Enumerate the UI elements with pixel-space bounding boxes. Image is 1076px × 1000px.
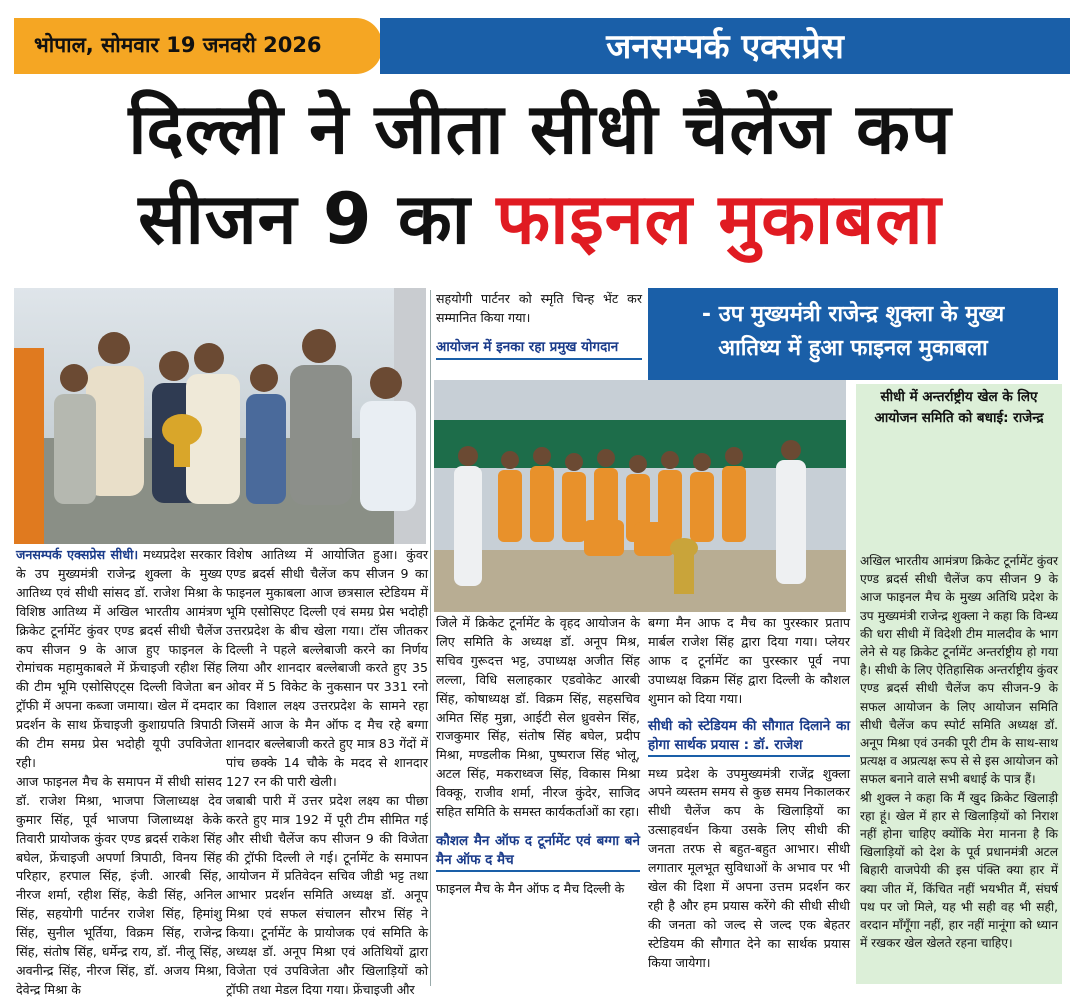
team-photo-art bbox=[434, 380, 846, 612]
col2-para1: विशेष आतिथ्य में आयोजित हुआ। कुंवर एण्ड ब्रदर्स सीधी चैलेंज कप सीजन 9 का फाइनल मुकाबला आज छत्रसाल स्टेडियम में भूमि एसोसिएट दिल्ली एवं समग्र प्रेस भदोही उत्तरप्रदेश के बीच खेला गया। टॉस जीतकर दिल्ली ने पहले बल्लेबाजी करने का निर्णय लिया और शानदार बल्लेबाजी करते हुए 35 ओवर में 5 विकेट के नुकसान पर 331 रनो का विशाल लक्ष्य उत्तरप्रदेश के सामने रहा जिसमें आज के मैन ऑफ द मैच रहे बग्गा शानदार बल्लेबाजी करते हुए मात्र 83 गेंदों में पांच छक्के 14 चौके के मदद से शानदार 127 रन की पारी खेली। bbox=[226, 547, 428, 789]
col3-subhead-2: कौशल मैन ऑफ द टूर्नामेंट एवं बग्गा बने मैन ऑफ द मैच bbox=[436, 832, 640, 872]
col3-para2: फाइनल मैच के मैन ऑफ द मैच दिल्ली के bbox=[436, 880, 625, 896]
deck-line2: आतिथ्य में हुआ फाइनल मुकाबला bbox=[718, 336, 988, 361]
headline-line2-red: फाइनल मुकाबला bbox=[496, 178, 942, 260]
masthead: जनसम्पर्क एक्सप्रेस bbox=[380, 18, 1070, 74]
col2-para2: जबाबी पारी में उत्तर प्रदेश लक्ष्य का पीछा करते हुए मात्र 192 में पूरी टीम सीमित गई और सीधी चैलेंज कप सीजन 9 की विजेता की ट्रॉफी दिल्ली ले गई। टूर्नामेंट के समापन आयोजन में प्रतिवेदन सचिव जीडी भट्ट तथा आभार प्रदर्शन समिति अध्यक्ष डॉ. अनूप मिश्रा एवं सफल संचालन सौरभ सिंह ने किया। टूर्नामेंट के प्रायोजक एवं समिति के अध्यक्ष डॉ. अनूप मिश्रा एवं अतिथियों द्वारा विजेता एवं उपविजेता और खिलाड़ियों को ट्रॉफी तथा मेडल दिया गया। फ्रेंचाइजी और bbox=[226, 792, 428, 997]
article-column-4 bbox=[648, 614, 850, 986]
col1-dateline-bold: जनसम्पर्क एक्सप्रेस सीधी। bbox=[16, 547, 139, 562]
headline-line2-black: सीजन 9 का bbox=[138, 178, 497, 260]
ceremony-photo bbox=[14, 288, 426, 544]
team-photo bbox=[434, 380, 846, 612]
sidebar-para1: अखिल भारतीय आमंत्रण क्रिकेट टूर्नामेंट कुंवर एण्ड ब्रदर्स सीधी चैलेंज कप सीजन 9 के आज फाइनल मैच के मुख्य अतिथि प्रदेश के उप मुख्यमंत्री राजेन्द्र शुक्ला ने कहा कि विन्ध्य की धरा सीधी में विदेशी टीम मालदीव के भाग लेने से यह क्रिकेट टूर्नामेंट अन्तर्राष्ट्रीय हो गया है। सीधी के लिए ऐतिहासिक अन्तर्राष्ट्रीय कुंवर एण्ड ब्रदर्स सीधी चैलेंज कप सीजन-9 के सफल आयोजन के लिए आयोजन समिति सीधी चैलेंज कप स्पोर्ट समिति अध्यक्ष डॉ. अनूप मिश्रा एवं उनकी पूरी टीम के साथ-साथ प्रत्यक्ष व अप्रत्यक्ष रूप से से इस आयोजन को सफल बनाने वाले सभी बधाई के पात्र हैं। bbox=[860, 554, 1058, 787]
sidebar-heading: सीधी में अन्तर्राष्ट्रीय खेल के लिए आयोजन समिति को बधाई: राजेन्द्र bbox=[874, 389, 1044, 426]
headline bbox=[20, 84, 1060, 264]
deck-line1: - उप मुख्यमंत्री राजेन्द्र शुक्ला के मुख्य bbox=[701, 302, 1005, 327]
col4-subhead: सीधी को स्टेडियम की सौगात दिलाने का होगा सार्थक प्रयास : डॉ. राजेश bbox=[648, 717, 850, 757]
col3-subhead-1: आयोजन में इनका रहा प्रमुख योगदान bbox=[436, 338, 642, 360]
deck-banner bbox=[648, 288, 1058, 380]
sidebar-para2: श्री शुक्ल ने कहा कि मैं खुद क्रिकेट खिलाड़ी रहा हूं। खेल में हार से खिलाड़ियों को निराश नहीं होना चाहिए क्योंकि मेरा मानना है कि खिलाड़ियों को देश के पूर्व प्रधानमंत्री अटल बिहारी वाजपेयी की इस पंक्ति क्या हार में क्या जीत में, किंचित नहीं भयभीत मैं, संघर्ष पथ पर जो मिले, यह भी सही वह भी सही, वरदान माँगूँगा नहीं, हार नहीं मानूंगा को ध्यान में रखकर खेल खेलते रहना चाहिए। bbox=[860, 790, 1058, 951]
col1-para1-text: मध्यप्रदेश सरकार के उप मुख्यमंत्री राजेन्द्र शुक्ला के मुख्य आतिथ्य एवं सीधी सांसद डॉ. राजेश मिश्रा के विशिष्ठ आतिथ्य में अखिल भारतीय आमंत्रण क्रिकेट टूर्नामेंट कुंवर एण्ड ब्रदर्स सीधी चैलेंज कप सीजन 9 के आज हुए फाइनल के रोमांचक महामुकाबले में फ्रेंचाइजी रहीश सिंह की टीम भूमि एसोसिएट्स दिल्ली विजेता बन ट्रॉफी में अपना कब्जा जमाया। खेल में दमदार प्रदर्शन के साथ फ्रेंचाइजी कुशाग्रपति त्रिपाठी की टीम समग्र प्रेस भदोही यूपी उपविजेता रही। bbox=[16, 547, 222, 770]
col4-para1: बग्गा मैन आफ द मैच का पुरस्कार प्रताप मार्बल राजेश सिंह द्वारा दिया गया। प्लेयर आफ द टूर्नामेंट का पुरस्कार पूर्व नपा उपाध्यक्ष विक्रम सिंह द्वारा दिल्ली के कौशल शुमान को दिया गया। bbox=[648, 615, 850, 706]
col4-para2: मध्य प्रदेश के उपमुख्यमंत्री राजेंद्र शुक्ला अपने व्यस्तम समय से कुछ समय निकालकर सीधी चैलेंज कप के खिलाड़ियों का उत्साहवर्धन किया उसके लिए सीधी की जनता तरफ से बहुत-बहुत आभार। सीधी लगातार मूलभूत सुविधाओं के अभाव पर भी खेल की दिशा में अपना उत्तम प्रदर्शन कर रही है और हम प्रयास करेंगे की सीधी सीधी की जनता को जल्द से जल्द एक बेहतर स्टेडियम की सौगात देने का सार्थक प्रयास किया जायेगा। bbox=[648, 765, 850, 970]
dateline: भोपाल, सोमवार 19 जनवरी 2026 bbox=[14, 18, 382, 74]
sidebar-text bbox=[860, 552, 1058, 984]
article-column-2-block bbox=[226, 546, 428, 997]
article-column-3-top: सहयोगी पार्टनर को स्मृति चिन्ह भेंट कर सम्मानित किया गया। bbox=[436, 291, 642, 325]
col3-para1: जिले में क्रिकेट टूर्नामेंट के वृहद आयोजन के लिए समिति के अध्यक्ष डॉ. अनूप मिश्र, सचिव गुरूदत्त भट्ट, उपाध्यक्ष अजीत सिंह लल्ला, विधि सलाहकार एडवोकेट आरबी सिंह, कोषाध्यक्ष डॉ. विक्रम सिंह, सहसचिव अमित सिंह मुन्ना, आईटी सेल ध्रुवसेन सिंह, राजकुमार सिंह, संतोष सिंह बघेल, प्रदीप मिश्रा, मण्डलीक मिश्रा, पुष्पराज सिंह भोलू, अटल सिंह, मकराध्वज सिंह, विकास मिश्रा विक्कू, राजीव शर्मा, नीरज कुंदेर, साजिद सहित समिति के समस्त कार्यकर्ताओं का रहा। bbox=[436, 615, 640, 820]
article-column-1 bbox=[16, 546, 222, 997]
headline-line2 bbox=[20, 174, 1060, 264]
col1-para1 bbox=[16, 546, 222, 773]
ceremony-photo-art bbox=[14, 288, 426, 544]
article-column-3 bbox=[436, 614, 640, 986]
header-bar bbox=[0, 0, 1076, 74]
headline-line1: दिल्ली ने जीता सीधी चैलेंज कप bbox=[128, 88, 952, 170]
column-divider bbox=[430, 290, 431, 986]
col1-para2: आज फाइनल मैच के समापन में सीधी सांसद डॉ. राजेश मिश्रा, भाजपा जिलाध्यक्ष देव कुमार सिंह, पूर्व भाजपा जिलाध्यक्ष केके तिवारी प्रायोजक कुंवर एण्ड ब्रदर्स राकेश सिंह बघेल, फ्रेंचाइजी अपर्णा त्रिपाठी, विनय सिंह परिहार, हरपाल सिंह, इंजी. आरबी सिंह, नीरज शर्मा, रहीश सिंह, केडी सिंह, अनिल सिंह, सहयोगी पार्टनर राजेश सिंह, हिमांशु सिंह, सुनील भूर्तिया, विक्रम सिंह, राजेन्द्र सिंह, संतोष सिंह, धर्मेन्द्र राय, डॉ. नीलू सिंह, अवनीन्द्र सिंह, नीरज सिंह, डॉ. अजय मिश्रा, देवेन्द्र मिश्रा के bbox=[16, 773, 222, 997]
